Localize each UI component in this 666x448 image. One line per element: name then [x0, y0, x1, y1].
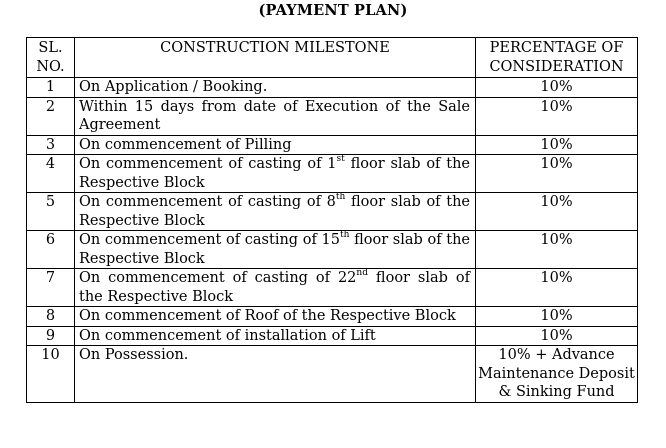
- milestone-cell: [75, 269, 476, 307]
- sl-no-cell: 8: [27, 307, 75, 327]
- ordinal-suffix: nd: [356, 268, 368, 279]
- milestone-text: On Possession.: [79, 347, 189, 363]
- header-percentage: PERCENTAGE OF CONSIDERATION: [476, 38, 638, 78]
- milestone-text: On commencement of casting of 1: [79, 156, 337, 172]
- sl-no-cell: 1: [27, 78, 75, 98]
- table-row: [27, 346, 638, 403]
- milestone-text: On Application / Booking.: [79, 79, 268, 95]
- percentage-cell: 10%: [476, 193, 638, 231]
- table-row: [27, 231, 638, 269]
- table-row: [27, 193, 638, 231]
- milestone-text: On commencement of casting of 22: [79, 270, 357, 286]
- milestone-cell: [75, 231, 476, 269]
- milestone-cell: [75, 326, 476, 346]
- ordinal-suffix: th: [335, 192, 346, 203]
- percentage-cell: 10%: [476, 155, 638, 193]
- percentage-cell: 10%: [476, 307, 638, 327]
- ordinal-suffix: st: [336, 154, 345, 165]
- ordinal-suffix: th: [339, 230, 350, 241]
- milestone-text-continued: floor slab of the Respective Block: [79, 232, 470, 267]
- percentage-cell: 10%: [476, 135, 638, 155]
- sl-no-cell: 7: [27, 269, 75, 307]
- table-row: [27, 78, 638, 98]
- milestone-text: Within 15 days from date of Execution of the Sale Agreement: [79, 98, 470, 133]
- table-row: [27, 155, 638, 193]
- milestone-cell: [75, 135, 476, 155]
- percentage-cell: 10% + Advance Maintenance Deposit & Sinking Fund: [476, 346, 638, 403]
- milestone-text: On commencement of Roof of the Respective Block: [79, 308, 456, 324]
- table-row: [27, 97, 638, 135]
- percentage-cell: 10%: [476, 78, 638, 98]
- milestone-text-continued: floor slab of the Respective Block: [79, 194, 470, 229]
- percentage-cell: 10%: [476, 231, 638, 269]
- table-row: [27, 269, 638, 307]
- milestone-text-continued: floor slab of the Respective Block: [79, 156, 470, 191]
- milestone-cell: [75, 346, 476, 403]
- milestone-text: On commencement of Pilling: [79, 136, 292, 153]
- percentage-cell: 10%: [476, 326, 638, 346]
- milestone-text: On commencement of installation of Lift: [79, 327, 376, 344]
- milestone-cell: [75, 97, 476, 135]
- table-row: [27, 326, 638, 346]
- payment-plan-table: [26, 37, 638, 403]
- sl-no-cell: 9: [27, 326, 75, 346]
- sl-no-cell: 5: [27, 193, 75, 231]
- page-title: (PAYMENT PLAN): [258, 2, 408, 19]
- table-row: [27, 307, 638, 327]
- header-sl-no: SL. NO.: [27, 38, 75, 78]
- table-row: [27, 135, 638, 155]
- sl-no-cell: 3: [27, 135, 75, 155]
- milestone-text-continued: floor slab of the Respective Block: [79, 270, 470, 305]
- sl-no-cell: 10: [27, 346, 75, 403]
- percentage-cell: 10%: [476, 269, 638, 307]
- sl-no-cell: 2: [27, 97, 75, 135]
- milestone-text: On commencement of casting of 8: [79, 194, 336, 210]
- milestone-cell: [75, 307, 476, 327]
- header-construction-milestone: CONSTRUCTION MILESTONE: [75, 38, 476, 78]
- header-row: [27, 38, 638, 78]
- sl-no-cell: 4: [27, 155, 75, 193]
- milestone-cell: [75, 193, 476, 231]
- sl-no-cell: 6: [27, 231, 75, 269]
- milestone-text: On commencement of casting of 15: [79, 232, 340, 248]
- milestone-cell: [75, 78, 476, 98]
- milestone-cell: [75, 155, 476, 193]
- percentage-cell: 10%: [476, 97, 638, 135]
